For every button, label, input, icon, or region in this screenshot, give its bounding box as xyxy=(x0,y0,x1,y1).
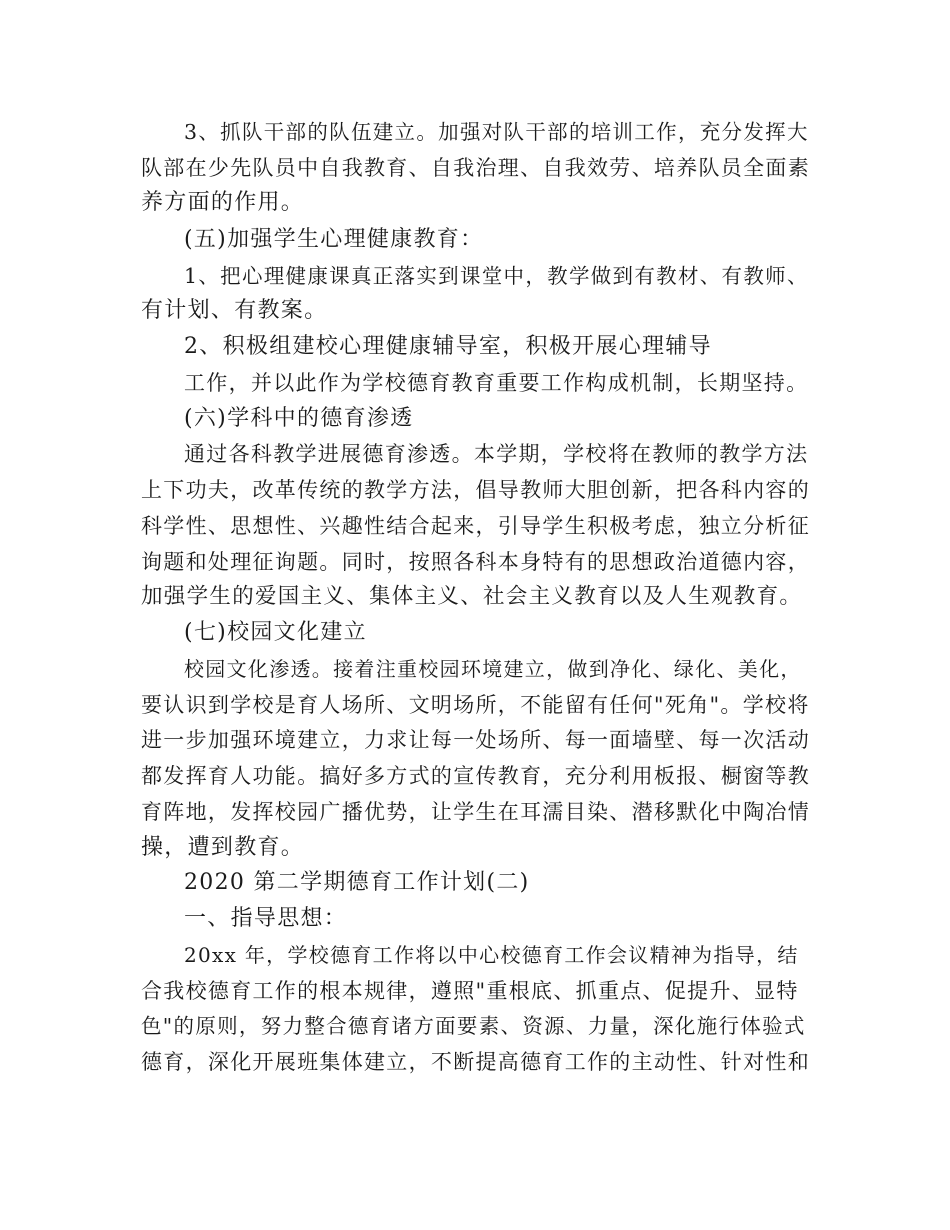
paragraph-line: 都发挥育人功能。搞好多方式的宣传教育，充分利用板报、橱窗等教 xyxy=(141,764,810,788)
paragraph-line: 通过各科教学进展德育渗透。本学期，学校将在教师的教学方法 xyxy=(184,442,809,466)
section-heading: 一、指导思想： xyxy=(184,906,348,931)
paragraph-line: 德育，深化开展班集体建立，不断提高德育工作的主动性、针对性和 xyxy=(141,1050,810,1074)
paragraph-line: 3、抓队干部的队伍建立。加强对队干部的培训工作，充分发挥大 xyxy=(184,120,809,144)
section-heading: (七)校园文化建立 xyxy=(184,620,367,645)
paragraph-line: 进一步加强环境建立，力求让每一处场所、每一面墙壁、每一次活动 xyxy=(141,728,810,752)
paragraph-line: 有计划、有教案。 xyxy=(141,298,328,323)
paragraph-line: 色"的原则，努力整合德育诸方面要素、资源、力量，深化施行体验式 xyxy=(141,1014,806,1038)
paragraph-line: 加强学生的爱国主义、集体主义、社会主义教育以及人生观教育。 xyxy=(141,584,803,609)
paragraph-line: 队部在少先队员中自我教育、自我治理、自我效劳、培养队员全面素 xyxy=(141,156,810,180)
paragraph-line: 合我校德育工作的根本规律，遵照"重根底、抓重点、促提升、显特 xyxy=(141,979,799,1003)
paragraph-line: 20xx 年，学校德育工作将以中心校德育工作会议精神为指导，结 xyxy=(184,943,799,967)
section-heading: (六)学科中的德育渗透 xyxy=(184,406,414,431)
paragraph-line: 操，遭到教育。 xyxy=(141,835,305,860)
paragraph-line: 工作，并以此作为学校德育教育重要工作构成机制，长期坚持。 xyxy=(184,371,809,395)
paragraph-line: 上下功夫，改革传统的教学方法，倡导教师大胆创新，把各科内容的 xyxy=(141,478,810,502)
paragraph-line: 育阵地，发挥校园广播优势，让学生在耳濡目染、潜移默化中陶冶情 xyxy=(141,800,810,824)
paragraph-line: 要认识到学校是育人场所、文明场所，不能留有任何"死角"。学校将 xyxy=(141,693,810,717)
paragraph-line: 校园文化渗透。接着注重校园环境建立，做到净化、绿化、美化， xyxy=(184,657,802,681)
paragraph-line: 1、把心理健康课真正落实到课堂中，教学做到有教材、有教师、 xyxy=(184,264,809,288)
paragraph-line: 2、积极组建校心理健康辅导室，积极开展心理辅导 xyxy=(184,334,712,359)
section-heading: (五)加强学生心理健康教育： xyxy=(184,227,484,252)
paragraph-line: 养方面的作用。 xyxy=(141,190,305,215)
document-title: 2020 第二学期德育工作计划(二) xyxy=(184,870,530,895)
paragraph-line: 询题和处理征询题。同时，按照各科本身特有的思想政治道德内容， xyxy=(141,550,810,574)
paragraph-line: 科学性、思想性、兴趣性结合起来，引导学生积极考虑，独立分析征 xyxy=(141,514,810,538)
